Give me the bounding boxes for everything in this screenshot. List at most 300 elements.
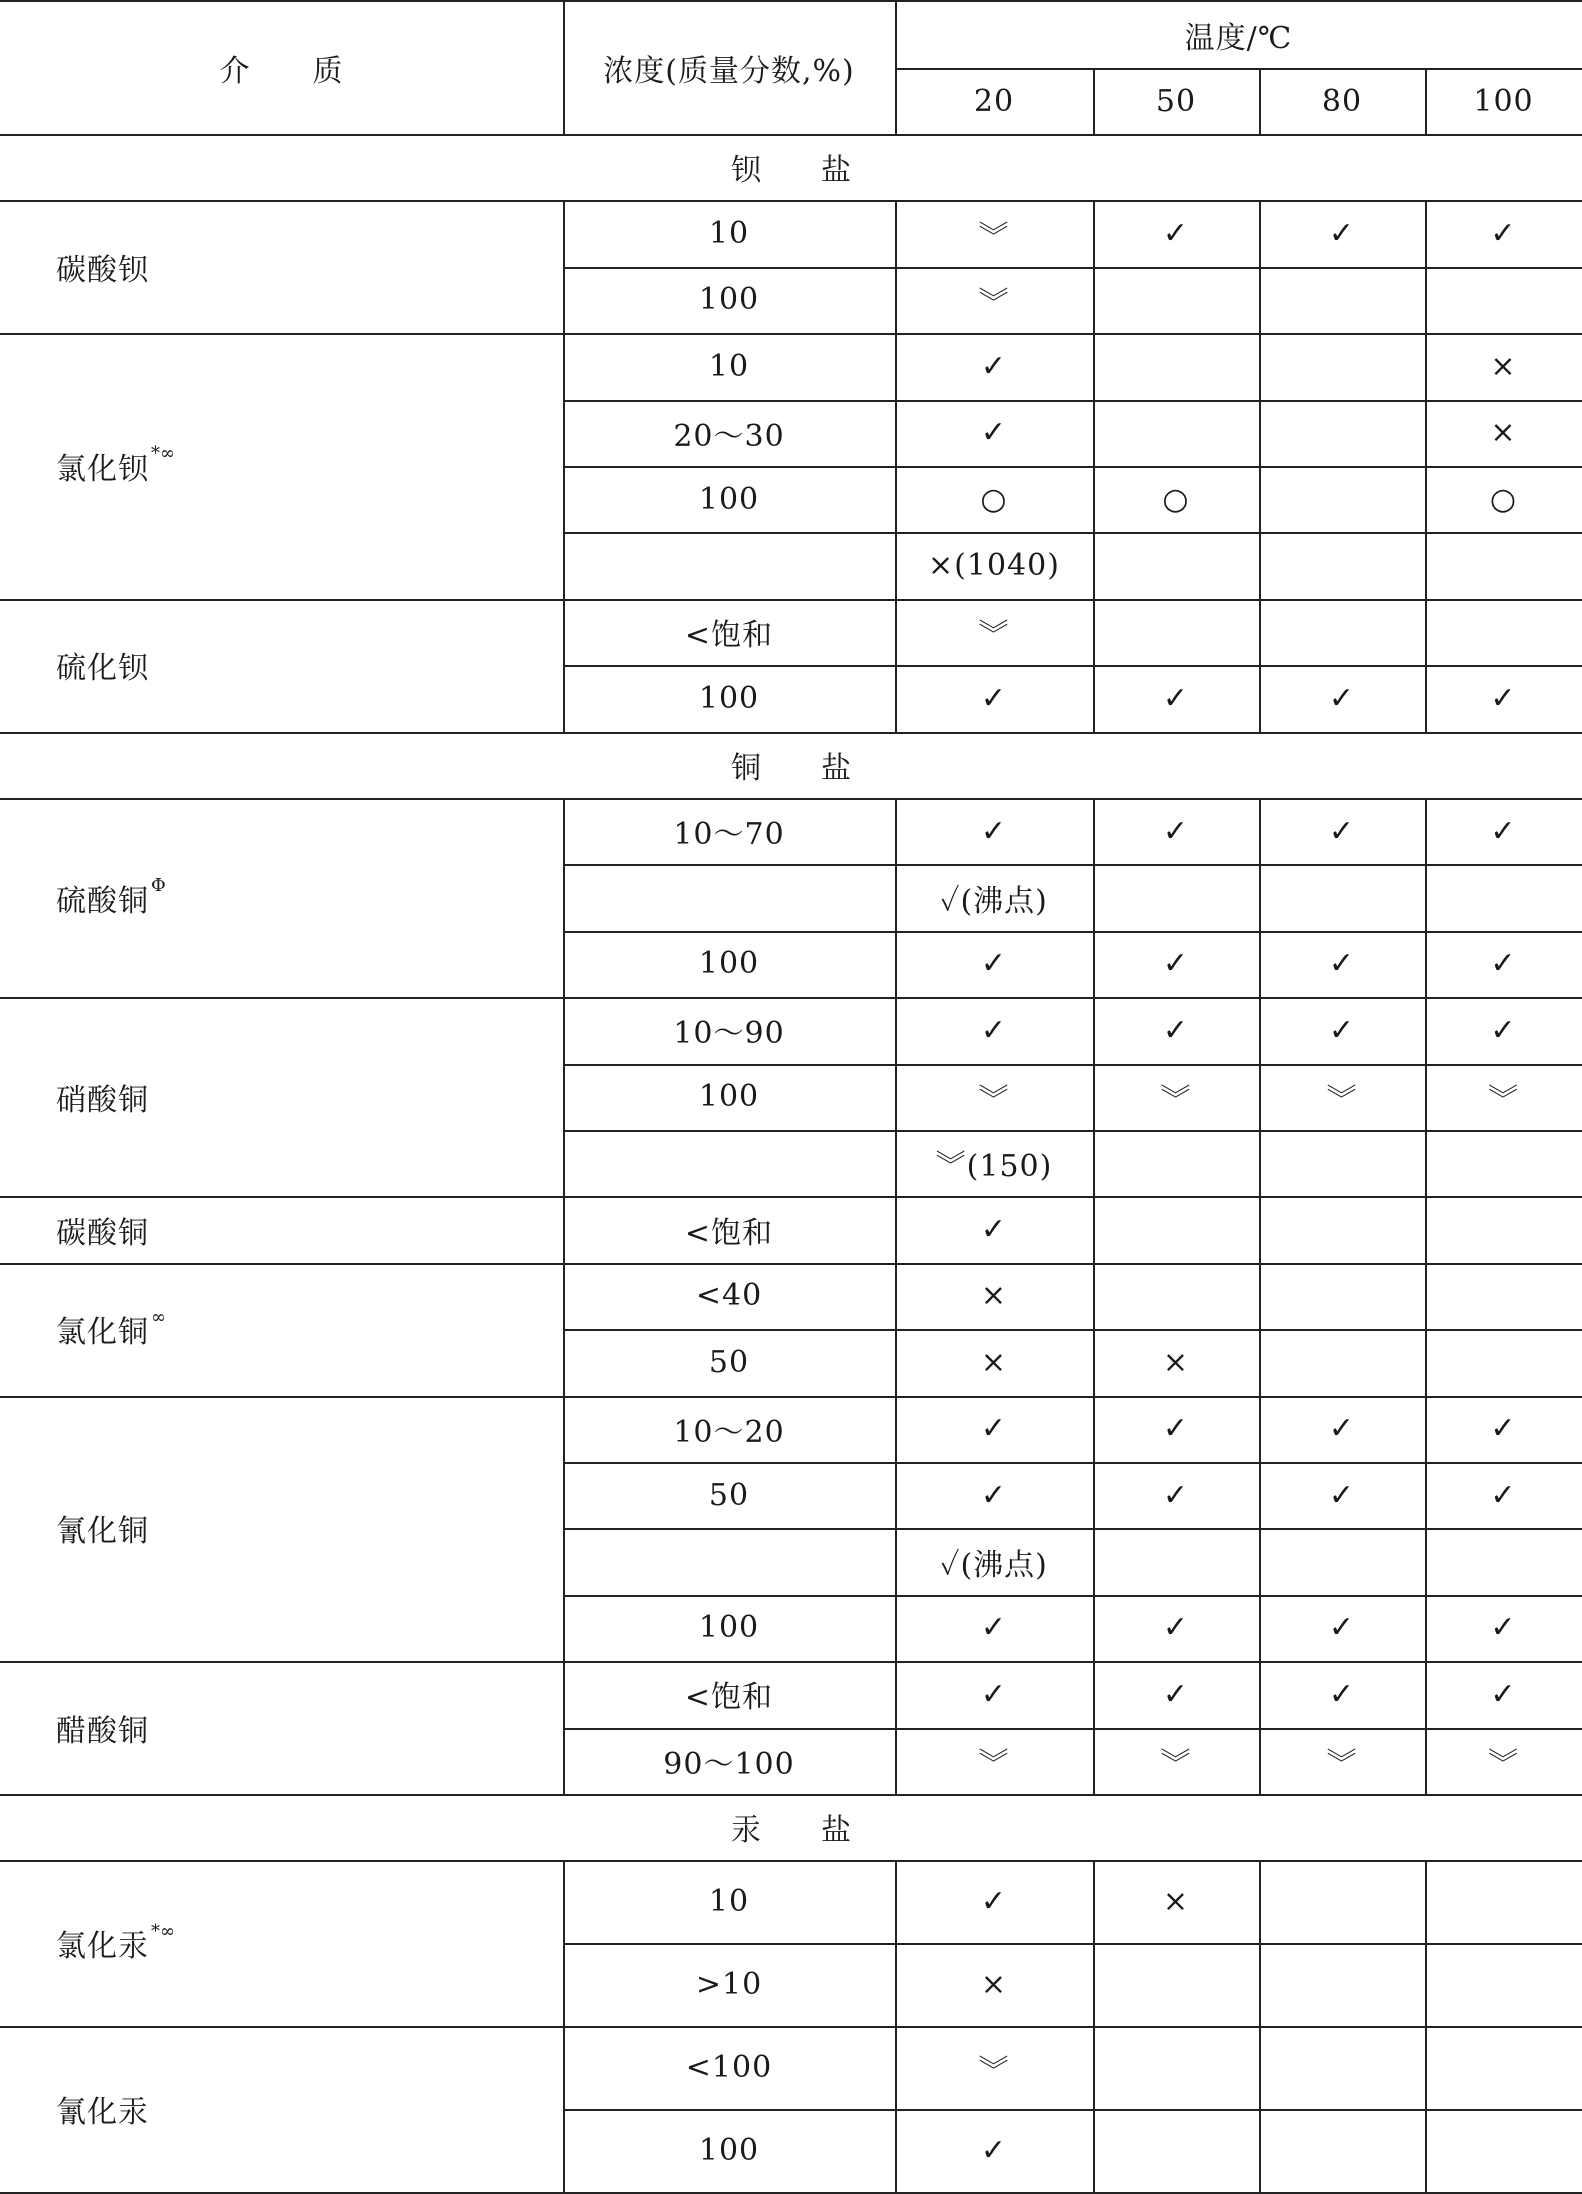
rating-cell-50-text: ✓: [1162, 1610, 1190, 1646]
medium-name-text: 氯化钡: [56, 451, 149, 487]
rating-cell-100-text: ✓: [1490, 1610, 1517, 1646]
rating-cell-20-text: ︾(150): [935, 1149, 1053, 1185]
rating-cell-20: [895, 1064, 1093, 1130]
rating-cell-80: [1259, 400, 1425, 466]
rating-cell-50-text: ○: [1162, 481, 1190, 517]
rating-cell-50-text: ✓: [1162, 1411, 1190, 1447]
rating-cell-20: [895, 1528, 1093, 1594]
column-border: [563, 1661, 565, 1794]
rating-cell-20-text: ✓: [980, 1012, 1008, 1048]
column-border: [563, 2026, 565, 2192]
rating-cell-50: [1093, 333, 1259, 399]
rating-cell-50-text: ✓: [1162, 813, 1190, 849]
rating-cell-20-text: ︾: [978, 2053, 1010, 2089]
rating-cell-50-text: ✓: [1162, 1477, 1190, 1513]
rating-cell-20: [895, 400, 1093, 466]
rating-cell-20-text: ︾: [978, 617, 1010, 653]
column-border: [895, 798, 897, 997]
column-border: [1425, 2026, 1427, 2192]
rating-cell-20: [895, 532, 1093, 598]
medium-name: [0, 200, 563, 333]
column-border: [895, 1396, 897, 1662]
medium-name-text: 硫化钡: [56, 651, 149, 687]
rating-cell-50: [1093, 1728, 1259, 1794]
rating-cell-80: [1259, 1595, 1425, 1661]
rating-cell-80: [1259, 1860, 1425, 1943]
rating-cell-80: [1259, 466, 1425, 532]
rating-cell-80: [1259, 798, 1425, 864]
rating-cell-20: [895, 1263, 1093, 1329]
rating-cell-20-text: ×: [980, 1278, 1008, 1314]
medium-name-text: 硝酸铜: [56, 1082, 149, 1118]
rating-cell-100: [1425, 400, 1582, 466]
concentration-cell: [563, 1661, 895, 1727]
column-border: [895, 1661, 897, 1794]
rating-cell-20: [895, 1329, 1093, 1395]
rating-cell-100: [1425, 200, 1582, 266]
rating-cell-80-text: ✓: [1328, 216, 1356, 252]
rating-cell-20-text: ✓(沸点): [940, 883, 1048, 919]
rating-cell-100: [1425, 1196, 1582, 1262]
column-border: [1093, 1661, 1095, 1794]
rating-cell-20-text: ︾: [978, 285, 1010, 321]
concentration-cell-text: 100: [698, 1610, 760, 1646]
rating-cell-20-text: ○: [980, 481, 1008, 517]
medium-name-text: 硫酸铜: [56, 883, 149, 919]
medium-name: [0, 798, 563, 997]
rating-cell-50: [1093, 400, 1259, 466]
rating-cell-50: [1093, 2026, 1259, 2109]
rating-cell-80: [1259, 864, 1425, 930]
rating-cell-20-text: ✓: [980, 1884, 1008, 1920]
column-border: [1259, 798, 1261, 997]
rating-cell-80-text: ✓: [1328, 1676, 1356, 1712]
concentration-cell-text: 100: [698, 680, 760, 716]
rating-cell-80: [1259, 599, 1425, 665]
concentration-cell: [563, 599, 895, 665]
rating-cell-20: [895, 2026, 1093, 2109]
section-title-text: 钡 盐: [731, 153, 851, 189]
column-border: [1093, 2026, 1095, 2192]
header-concentration-text: 浓度(质量分数,%): [603, 54, 855, 89]
rating-cell-80: [1259, 1661, 1425, 1727]
rating-cell-100-text: ✓: [1490, 1411, 1517, 1447]
column-border: [895, 599, 897, 732]
concentration-cell: [563, 200, 895, 266]
medium-name: [0, 1396, 563, 1662]
rating-cell-100: [1425, 267, 1582, 333]
concentration-cell: [563, 1728, 895, 1794]
rating-cell-80-text: ︾: [1326, 1746, 1358, 1782]
rating-cell-80-text: ✓: [1328, 1610, 1356, 1646]
rating-cell-100-text: ×: [1490, 348, 1517, 384]
column-border: [1259, 2026, 1261, 2192]
header-temp-20-text: 20: [973, 83, 1015, 119]
concentration-cell: [563, 798, 895, 864]
header-vline-4: [1259, 68, 1261, 134]
concentration-cell-text: 10: [708, 216, 750, 252]
rating-cell-80: [1259, 532, 1425, 598]
rating-cell-80-text: ✓: [1328, 813, 1356, 849]
header-medium-text: 介 质: [219, 54, 344, 89]
column-border: [1093, 798, 1095, 997]
header-temperature-text: 温度/℃: [1184, 21, 1293, 56]
column-border: [1093, 1196, 1095, 1262]
rating-cell-80: [1259, 267, 1425, 333]
concentration-cell: [563, 1263, 895, 1329]
column-border: [1259, 1396, 1261, 1662]
rating-cell-80: [1259, 2109, 1425, 2192]
concentration-cell-text: 100: [698, 1079, 760, 1115]
section-title-text: 汞 盐: [731, 1813, 851, 1849]
rating-cell-20-text: ︾: [978, 1082, 1010, 1118]
rating-cell-20: [895, 1130, 1093, 1196]
concentration-cell: [563, 1462, 895, 1528]
concentration-cell: [563, 1130, 895, 1196]
rating-cell-100: [1425, 1329, 1582, 1395]
rating-cell-80-text: ︾: [1326, 1082, 1358, 1118]
rating-cell-50: [1093, 665, 1259, 731]
rating-cell-100-text: ✓: [1490, 946, 1517, 982]
concentration-cell: [563, 1860, 895, 1943]
concentration-cell: [563, 1196, 895, 1262]
header-concentration: [563, 2, 895, 134]
rating-cell-20: [895, 1860, 1093, 1943]
rating-cell-100-text: ✓: [1490, 1012, 1517, 1048]
column-border: [1425, 1860, 1427, 2026]
rating-cell-50: [1093, 532, 1259, 598]
column-border: [1425, 333, 1427, 599]
header-temp-divider: [895, 68, 1582, 70]
rating-cell-100: [1425, 864, 1582, 930]
rating-cell-50: [1093, 931, 1259, 997]
rating-cell-100: [1425, 1528, 1582, 1594]
rating-cell-80: [1259, 1528, 1425, 1594]
rating-cell-20: [895, 665, 1093, 731]
concentration-cell: [563, 665, 895, 731]
rating-cell-100: [1425, 997, 1582, 1063]
concentration-cell-text: <饱和: [684, 1680, 774, 1716]
rating-cell-50: [1093, 1661, 1259, 1727]
rating-cell-80: [1259, 1263, 1425, 1329]
header-temp-50: [1093, 68, 1259, 134]
medium-name: [0, 2026, 563, 2192]
header-temperature: [895, 2, 1582, 68]
section-title: [0, 1794, 1582, 1860]
column-border: [1425, 997, 1427, 1196]
column-border: [1093, 599, 1095, 732]
concentration-cell-text: 100: [698, 946, 760, 982]
rating-cell-100: [1425, 665, 1582, 731]
rating-cell-50: [1093, 864, 1259, 930]
rating-cell-100: [1425, 1943, 1582, 2026]
medium-name-text: 氯化铜: [56, 1315, 149, 1351]
rating-cell-50-text: ✓: [1162, 216, 1190, 252]
header-temp-100: [1425, 68, 1582, 134]
rating-cell-50: [1093, 1860, 1259, 1943]
concentration-cell: [563, 466, 895, 532]
rating-cell-20: [895, 466, 1093, 532]
rating-cell-100: [1425, 1860, 1582, 1943]
rating-cell-50: [1093, 1064, 1259, 1130]
medium-name: [0, 1263, 563, 1396]
rating-cell-50-text: ×: [1162, 1884, 1190, 1920]
concentration-cell-text: <饱和: [684, 617, 774, 653]
column-border: [1259, 997, 1261, 1196]
rating-cell-50-text: ×: [1162, 1344, 1190, 1380]
rating-cell-50: [1093, 1263, 1259, 1329]
column-border: [1259, 1263, 1261, 1396]
column-border: [1425, 1263, 1427, 1396]
rating-cell-50: [1093, 1528, 1259, 1594]
rating-cell-80: [1259, 997, 1425, 1063]
rating-cell-20-text: ✓: [980, 1676, 1008, 1712]
concentration-cell: [563, 997, 895, 1063]
concentration-cell-text: 20～30: [673, 418, 785, 454]
rating-cell-100-text: ×: [1490, 415, 1517, 451]
rating-cell-100: [1425, 1064, 1582, 1130]
rating-cell-100: [1425, 1462, 1582, 1528]
medium-name: [0, 599, 563, 732]
rating-cell-20: [895, 2109, 1093, 2192]
concentration-cell: [563, 1528, 895, 1594]
rating-cell-20-text: ✓: [980, 1411, 1008, 1447]
medium-name: [0, 333, 563, 599]
rating-cell-20-text: ✓(沸点): [940, 1547, 1048, 1583]
rating-cell-80: [1259, 333, 1425, 399]
header-vline-5: [1425, 68, 1427, 134]
rating-cell-20-text: ×: [980, 1967, 1008, 2003]
column-border: [895, 200, 897, 333]
rating-cell-20: [895, 1196, 1093, 1262]
header-vline-2: [895, 0, 897, 134]
rating-cell-20-text: ✓: [980, 1477, 1008, 1513]
rating-cell-100-text: ✓: [1490, 813, 1517, 849]
column-border: [1425, 1661, 1427, 1794]
column-border: [563, 599, 565, 732]
concentration-cell-text: <100: [685, 2050, 773, 2086]
rating-cell-20-text: ×(1040): [928, 548, 1060, 584]
column-border: [1425, 1196, 1427, 1262]
concentration-cell-text: <40: [695, 1278, 763, 1314]
medium-name-text: 氰化铜: [56, 1514, 149, 1550]
concentration-cell: [563, 2026, 895, 2109]
medium-footnote-mark: *∞: [151, 443, 175, 465]
concentration-cell-text: <饱和: [684, 1215, 774, 1251]
column-border: [1093, 997, 1095, 1196]
column-border: [563, 1396, 565, 1662]
rating-cell-100: [1425, 1595, 1582, 1661]
rating-cell-80: [1259, 1130, 1425, 1196]
concentration-cell-text: 50: [708, 1344, 750, 1380]
concentration-cell: [563, 1595, 895, 1661]
rating-cell-20: [895, 200, 1093, 266]
rating-cell-20-text: ✓: [980, 946, 1008, 982]
column-border: [1425, 599, 1427, 732]
concentration-cell: [563, 267, 895, 333]
medium-name-text: 醋酸铜: [56, 1713, 149, 1749]
concentration-cell-text: 100: [698, 282, 760, 318]
header-medium: [0, 2, 563, 134]
concentration-cell-text: 10～70: [673, 817, 785, 853]
rating-cell-50: [1093, 1462, 1259, 1528]
header-temp-20: [895, 68, 1093, 134]
column-border: [895, 1196, 897, 1262]
rating-cell-20-text: ×: [980, 1344, 1008, 1380]
rating-cell-50: [1093, 1595, 1259, 1661]
rating-cell-50-text: ︾: [1160, 1746, 1192, 1782]
column-border: [1425, 798, 1427, 997]
rating-cell-100-text: ✓: [1490, 216, 1517, 252]
column-border: [563, 1263, 565, 1396]
header-temp-80-text: 80: [1321, 83, 1363, 119]
rating-cell-100: [1425, 931, 1582, 997]
column-border: [1259, 1196, 1261, 1262]
concentration-cell-text: 10: [708, 348, 750, 384]
column-border: [563, 333, 565, 599]
rating-cell-80: [1259, 1196, 1425, 1262]
medium-name-text: 碳酸铜: [56, 1215, 149, 1251]
rating-cell-50-text: ✓: [1162, 1012, 1190, 1048]
rating-cell-50: [1093, 200, 1259, 266]
medium-footnote-mark: Φ: [151, 875, 166, 897]
medium-name: [0, 1196, 563, 1262]
rating-cell-100-text: ︾: [1488, 1746, 1519, 1782]
rating-cell-50: [1093, 1196, 1259, 1262]
medium-name-text: 氰化汞: [56, 2095, 149, 2131]
rating-cell-100: [1425, 2109, 1582, 2192]
header-vline-1: [563, 0, 565, 134]
medium-name-text: 氯化汞: [56, 1929, 149, 1965]
concentration-cell-text: 100: [698, 481, 760, 517]
rating-cell-100: [1425, 2026, 1582, 2109]
rating-cell-100: [1425, 1263, 1582, 1329]
rating-cell-80-text: ✓: [1328, 1477, 1356, 1513]
concentration-cell-text: >10: [695, 1967, 763, 2003]
rating-cell-20-text: ︾: [978, 219, 1010, 255]
column-border: [1093, 333, 1095, 599]
rating-cell-80: [1259, 931, 1425, 997]
column-border: [1425, 200, 1427, 333]
medium-name-text: 碳酸钡: [56, 252, 149, 288]
rating-cell-20-text: ✓: [980, 1610, 1008, 1646]
rating-cell-20-text: ✓: [980, 680, 1008, 716]
rating-cell-100-text: ✓: [1490, 1676, 1517, 1712]
rating-cell-100-text: ✓: [1490, 680, 1517, 716]
medium-name: [0, 997, 563, 1196]
rating-cell-50: [1093, 1943, 1259, 2026]
column-border: [1093, 1263, 1095, 1396]
concentration-cell: [563, 333, 895, 399]
rating-cell-50: [1093, 2109, 1259, 2192]
rating-cell-20: [895, 1943, 1093, 2026]
column-border: [563, 798, 565, 997]
rating-cell-50: [1093, 1396, 1259, 1462]
concentration-cell-text: 100: [698, 2133, 760, 2169]
column-border: [1093, 200, 1095, 333]
rating-cell-20: [895, 1661, 1093, 1727]
rating-cell-20: [895, 1396, 1093, 1462]
column-border: [895, 2026, 897, 2192]
column-border: [563, 1196, 565, 1262]
concentration-cell: [563, 864, 895, 930]
rating-cell-20: [895, 798, 1093, 864]
rating-cell-50: [1093, 1329, 1259, 1395]
column-border: [1259, 599, 1261, 732]
column-border: [1093, 1860, 1095, 2026]
rating-cell-20: [895, 1728, 1093, 1794]
rating-cell-20: [895, 267, 1093, 333]
rating-cell-20: [895, 997, 1093, 1063]
rating-cell-80: [1259, 1728, 1425, 1794]
section-title: [0, 732, 1582, 798]
column-border: [1259, 333, 1261, 599]
rating-cell-20-text: ︾: [978, 1746, 1010, 1782]
rating-cell-20-text: ✓: [980, 415, 1008, 451]
section-title-text: 铜 盐: [731, 750, 851, 786]
rating-cell-50-text: ✓: [1162, 1676, 1190, 1712]
column-border: [895, 1860, 897, 2026]
rating-cell-20: [895, 333, 1093, 399]
rating-cell-50: [1093, 1130, 1259, 1196]
rating-cell-100: [1425, 333, 1582, 399]
rating-cell-20-text: ✓: [980, 1212, 1008, 1248]
rating-cell-100: [1425, 798, 1582, 864]
rating-cell-50: [1093, 798, 1259, 864]
column-border: [563, 997, 565, 1196]
rating-cell-80: [1259, 1396, 1425, 1462]
concentration-cell-text: 90～100: [663, 1746, 795, 1782]
rating-cell-80: [1259, 1462, 1425, 1528]
medium-footnote-mark: ∞: [151, 1306, 166, 1328]
column-border: [563, 200, 565, 333]
rating-cell-80-text: ✓: [1328, 1012, 1356, 1048]
concentration-cell: [563, 2109, 895, 2192]
rating-cell-20: [895, 1462, 1093, 1528]
rating-cell-50-text: ✓: [1162, 680, 1190, 716]
concentration-cell-text: 10～90: [673, 1016, 785, 1052]
concentration-cell-text: 10: [708, 1884, 750, 1920]
rating-cell-100: [1425, 1661, 1582, 1727]
rating-cell-20: [895, 1595, 1093, 1661]
rating-cell-50: [1093, 599, 1259, 665]
rating-cell-100: [1425, 466, 1582, 532]
column-border: [1093, 1396, 1095, 1662]
rating-cell-80: [1259, 2026, 1425, 2109]
rating-cell-20: [895, 599, 1093, 665]
rating-cell-20: [895, 864, 1093, 930]
concentration-cell-text: 10～20: [673, 1414, 785, 1450]
rating-cell-100-text: ○: [1489, 481, 1518, 517]
rating-cell-50: [1093, 997, 1259, 1063]
rating-cell-100: [1425, 599, 1582, 665]
medium-name: [0, 1661, 563, 1794]
concentration-cell: [563, 532, 895, 598]
header-temp-50-text: 50: [1155, 83, 1197, 119]
rating-cell-80: [1259, 1943, 1425, 2026]
rating-cell-20-text: ✓: [980, 348, 1008, 384]
rating-cell-100: [1425, 532, 1582, 598]
rating-cell-20: [895, 931, 1093, 997]
concentration-cell: [563, 400, 895, 466]
rating-cell-20-text: ✓: [980, 2133, 1008, 2169]
concentration-cell: [563, 1943, 895, 2026]
column-border: [1259, 200, 1261, 333]
header-temp-100-text: 100: [1473, 83, 1534, 119]
rating-cell-100: [1425, 1396, 1582, 1462]
header-temp-80: [1259, 68, 1425, 134]
rating-cell-50: [1093, 267, 1259, 333]
